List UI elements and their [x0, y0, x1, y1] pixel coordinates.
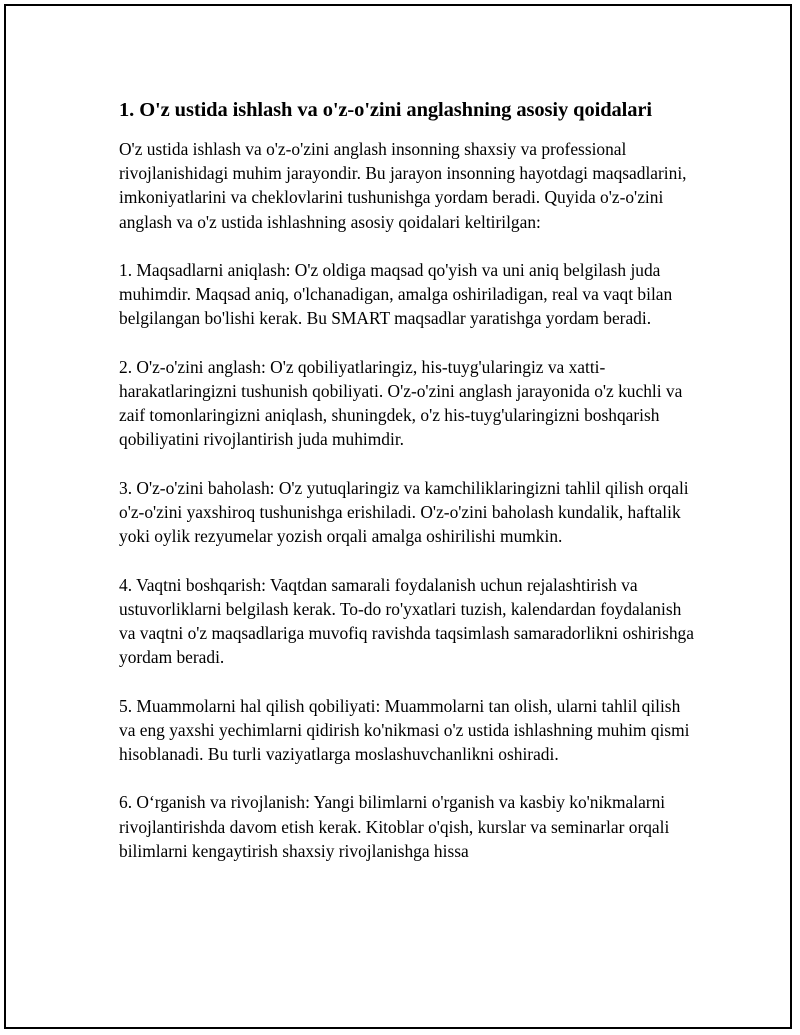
rule-4-paragraph: 4. Vaqtni boshqarish: Vaqtdan samarali foydalanish uchun rejalashtirish va ustuvorliklarni belgilash kerak. To-do ro'yxatlari tuzish, kalendardan foydalanish va vaqtni o'z maqsadlariga muvofiq ravishda taqsimlash samaradorlikni oshirishga yordam beradi. — [119, 574, 694, 668]
intro-paragraph: O'z ustida ishlash va o'z-o'zini anglash insonning shaxsiy va professional rivojlanishidagi muhim jarayondir. Bu jarayon insonning hayotdagi maqsadlarini, imkoniyatlarini va cheklovlarini tushunishga yordam beradi. Quyida o'z-o'zini anglash va o'z ustida ishlashning asosiy qoidalari keltirilgan: — [119, 139, 687, 232]
document-page — [4, 4, 792, 1029]
rule-5-paragraph: 5. Muammolarni hal qilish qobiliyati: Muammolarni tan olish, ularni tahlil qilish va eng yaxshi yechimlarni qidirish ko'nikmasi o'z ustida ishlashning muhim qismi hisoblanadi. Bu turli vaziyatlarga moslashuvchanlikni oshiradi. — [119, 695, 690, 764]
section-heading: 1. O'z ustida ishlash va o'z-o'zini anglashning asosiy qoidalari — [119, 99, 652, 121]
rule-3-paragraph: 3. O'z-o'zini baholash: O'z yutuqlaringiz va kamchiliklaringizni tahlil qilish orqali o'z-o'zini yaxshiroq tushunishga erishiladi. O'z-o'zini baholash kundalik, haftalik yoki oylik rezyumelar yozish orqali amalga oshirilishi mumkin. — [119, 477, 689, 547]
rule-6-paragraph: 6. O‘rganish va rivojlanish: Yangi bilimlarni o'rganish va kasbiy ko'nikmalarni rivojlantirishda davom etish kerak. Kitoblar o'qish, kurslar va seminarlar orqali bilimlarni kengaytirish shaxsiy rivojlanishga hissa — [119, 792, 670, 861]
document-body — [119, 97, 699, 887]
rule-2-paragraph: 2. O'z-o'zini anglash: O'z qobiliyatlaringiz, his-tuyg'ularingiz va xatti-harakatlaringizni tushunish qobiliyati. O'z-o'zini anglash jarayonida o'z kuchli va zaif tomonlaringizni aniqlash, shuningdek, o'z his-tuyg'ularingizni boshqarish qobiliyatini rivojlantirish juda muhimdir. — [119, 356, 683, 450]
rule-1-paragraph: 1. Maqsadlarni aniqlash: O'z oldiga maqsad qo'yish va uni aniq belgilash juda muhimdir. Maqsad aniq, o'lchanadigan, amalga oshiriladigan, real va vaqt bilan belgilangan bo'lishi kerak. Bu SMART maqsadlar yaratishga yordam beradi. — [119, 260, 673, 329]
